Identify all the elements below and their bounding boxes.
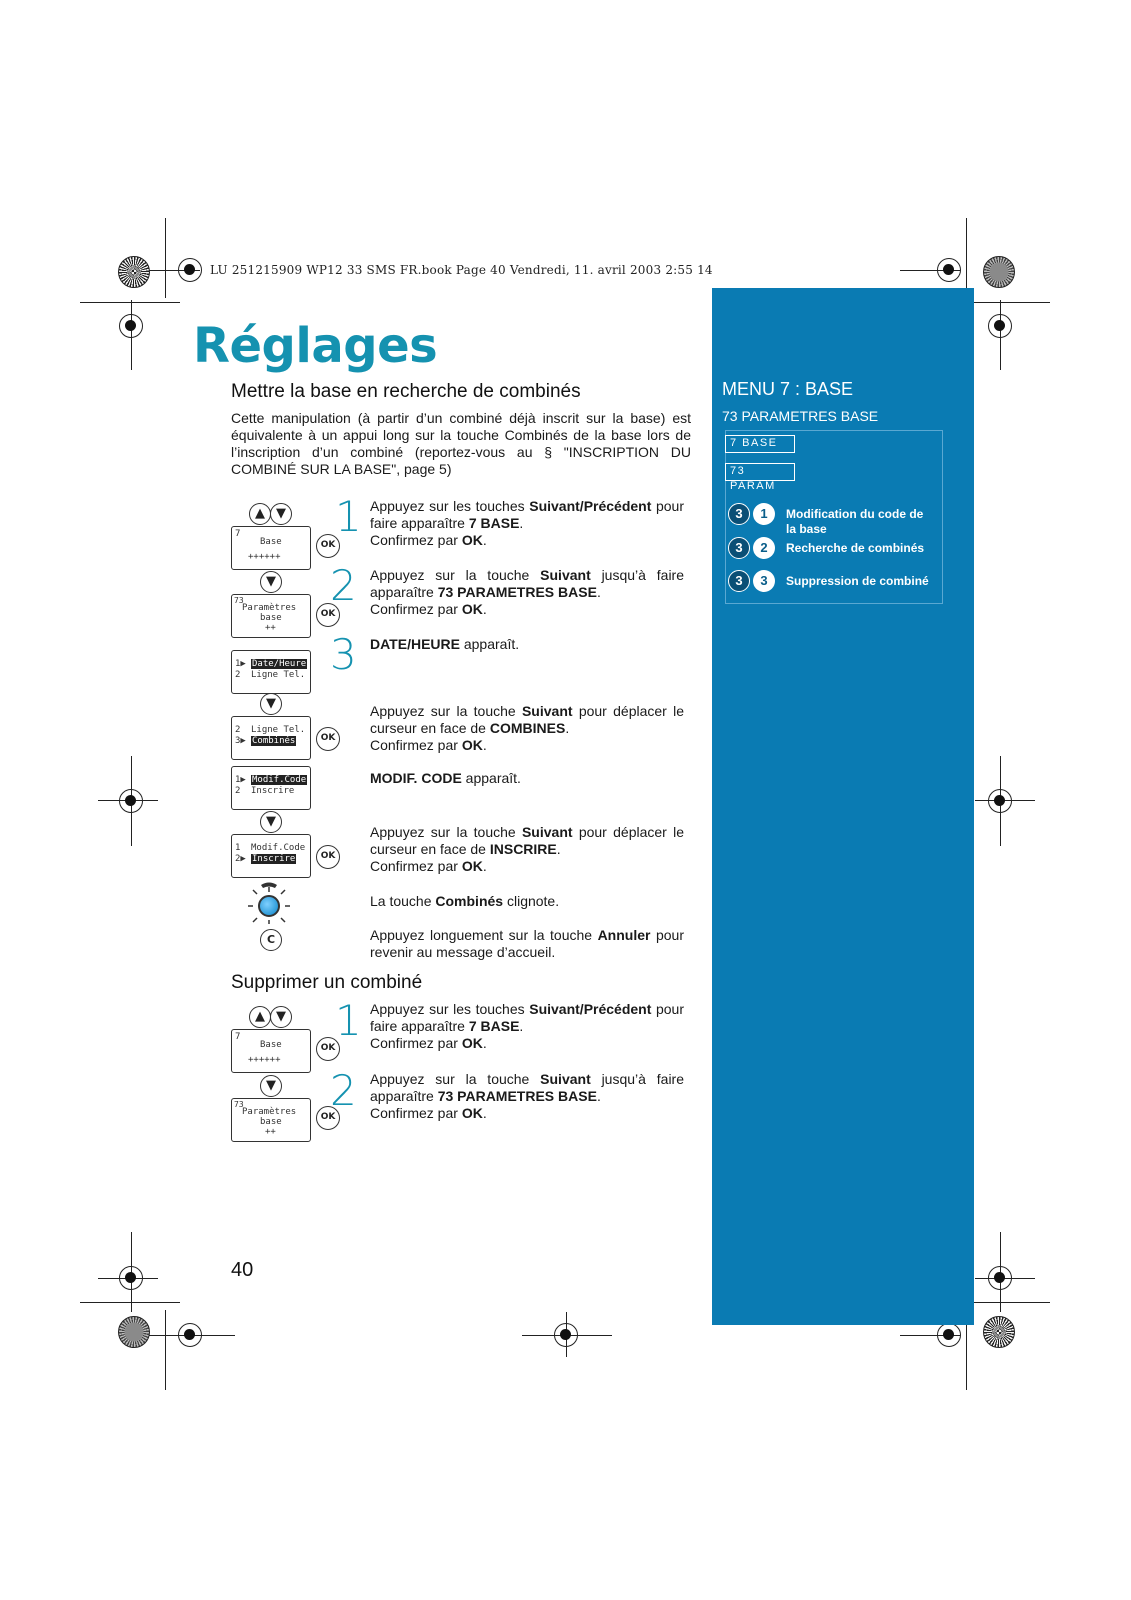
menu-subtitle: 73 PARAMETRES BASE <box>722 408 879 424</box>
screen-indicator: ++++++ <box>248 1055 281 1065</box>
screen-item: Inscrire <box>251 786 295 796</box>
screen-modif-code <box>231 766 311 810</box>
step-text: Appuyez sur la touche Suivant jusqu’à faire apparaître 73 PARAMETRES BASE. Confirmez par OK. <box>370 1071 684 1121</box>
screen-selected-item: Date/Heure <box>252 659 307 669</box>
menu-label-base: 7 BASE <box>725 435 795 453</box>
screen-selected-item: Inscrire <box>252 854 296 864</box>
screen-item: Modif.Code <box>251 843 306 853</box>
section-title-recherche: Mettre la base en recherche de combinés <box>231 381 581 402</box>
menu-title: MENU 7 : BASE <box>722 379 854 399</box>
option-recherche: Recherche de combinés <box>786 541 925 555</box>
screen-row-number: 2 <box>235 725 241 735</box>
screen-base <box>231 1029 311 1073</box>
down-button: ▼ <box>260 693 282 715</box>
screen-text: Paramètres <box>242 1107 297 1117</box>
screen-menu-number: 7 <box>235 529 241 539</box>
option-suppression: Suppression de combiné <box>786 574 929 588</box>
screen-row-number: 1▶ <box>235 775 246 785</box>
down-button: ▼ <box>270 503 292 525</box>
nav-buttons <box>246 1005 296 1029</box>
screen-text: Base <box>260 1040 282 1050</box>
screen-menu-number: 73 <box>234 1100 244 1109</box>
screen-indicator: ++ <box>265 1127 276 1137</box>
screen-parametres <box>231 1098 311 1142</box>
option-key-3: 3 <box>728 570 750 592</box>
page-number: 40 <box>231 1259 254 1281</box>
screen-item: Ligne Tel. <box>251 725 306 735</box>
option-key-1: 1 <box>753 503 775 525</box>
ok-button: OK <box>316 534 340 558</box>
intro-paragraph: Cette manipulation (à partir d’un combiné déjà inscrit sur la base) est équivalente à un appui long sur la touche Combinés de la base lors de l’inscription d’un combiné (reportez-vous au § "INSCRIPTION DU COMBINÉ SUR LA BASE", page 5) <box>231 410 691 477</box>
up-button: ▲ <box>249 503 271 525</box>
screen-row-number: 3▶ <box>235 736 246 746</box>
option-key-3b: 3 <box>753 570 775 592</box>
step-text: La touche Combinés clignote. <box>370 893 560 909</box>
screen-text-2: base <box>260 1117 282 1127</box>
down-button: ▼ <box>260 1075 282 1097</box>
step-number: 2 <box>330 561 357 610</box>
screen-base <box>231 526 311 570</box>
nav-buttons <box>246 502 296 526</box>
step-text: MODIF. CODE apparaît. <box>370 770 521 786</box>
step-text: Appuyez sur la touche Suivant pour déplacer le curseur en face de COMBINES. Confirmez par OK. <box>370 703 684 753</box>
screen-date-heure <box>231 650 311 694</box>
screen-selected-item: Combinés <box>252 736 296 746</box>
file-header: LU 251215909 WP12 33 SMS FR.book Page 40 Vendredi, 11. avril 2003 2:55 14 <box>210 263 713 277</box>
screen-text: Paramètres <box>242 603 297 613</box>
ok-button: OK <box>316 1106 340 1130</box>
ok-button: OK <box>316 1037 340 1061</box>
step-number: 1 <box>335 996 362 1045</box>
ok-button: OK <box>316 727 340 751</box>
combines-led <box>258 895 280 917</box>
section-title-supprimer: Supprimer un combiné <box>231 972 423 993</box>
screen-menu-number: 73 <box>234 596 244 605</box>
option-key-2: 2 <box>753 537 775 559</box>
ok-button: OK <box>316 603 340 627</box>
step-number: 1 <box>335 492 362 541</box>
screen-indicator: ++++++ <box>248 552 281 562</box>
option-key-3: 3 <box>728 537 750 559</box>
step-text: Appuyez sur la touche Suivant pour déplacer le curseur en face de INSCRIRE. Confirmez par OK. <box>370 824 684 874</box>
screen-item: Ligne Tel. <box>251 670 306 680</box>
screen-text-2: base <box>260 613 282 623</box>
step-text: Appuyez longuement sur la touche Annuler pour revenir au message d’accueil. <box>370 927 684 960</box>
page-title: Réglages <box>193 318 438 374</box>
step-number: 2 <box>330 1066 357 1115</box>
screen-row-number: 2▶ <box>235 854 246 864</box>
up-button: ▲ <box>249 1006 271 1028</box>
down-button: ▼ <box>270 1006 292 1028</box>
cancel-button: C <box>260 929 282 951</box>
screen-row-number: 2 <box>235 786 241 796</box>
screen-parametres <box>231 594 311 638</box>
screen-menu-number: 7 <box>235 1032 241 1042</box>
ok-button: OK <box>316 845 340 869</box>
option-key-3: 3 <box>728 503 750 525</box>
screen-row-number: 1 <box>235 843 241 853</box>
down-button: ▼ <box>260 811 282 833</box>
screen-row-number: 1▶ <box>235 659 246 669</box>
screen-combines <box>231 716 311 760</box>
screen-text: Base <box>260 537 282 547</box>
screen-selected-item: Modif.Code <box>252 775 307 785</box>
screen-row-number: 2 <box>235 670 241 680</box>
step-text: Appuyez sur la touche Suivant jusqu’à faire apparaître 73 PARAMETRES BASE. Confirmez par OK. <box>370 567 684 617</box>
step-text: Appuyez sur les touches Suivant/Précédent pour faire apparaître 7 BASE. Confirmez par OK. <box>370 1001 685 1051</box>
option-modif-code: Modification du code de la base <box>786 507 924 536</box>
screen-indicator: ++ <box>265 623 276 633</box>
step-text: DATE/HEURE apparaît. <box>370 636 520 652</box>
down-button: ▼ <box>260 571 282 593</box>
screen-inscrire <box>231 834 311 878</box>
step-text: Appuyez sur les touches Suivant/Précédent pour faire apparaître 7 BASE. Confirmez par OK. <box>370 498 685 548</box>
menu-label-param: 73 PARAM <box>725 463 795 481</box>
step-number: 3 <box>330 630 357 679</box>
